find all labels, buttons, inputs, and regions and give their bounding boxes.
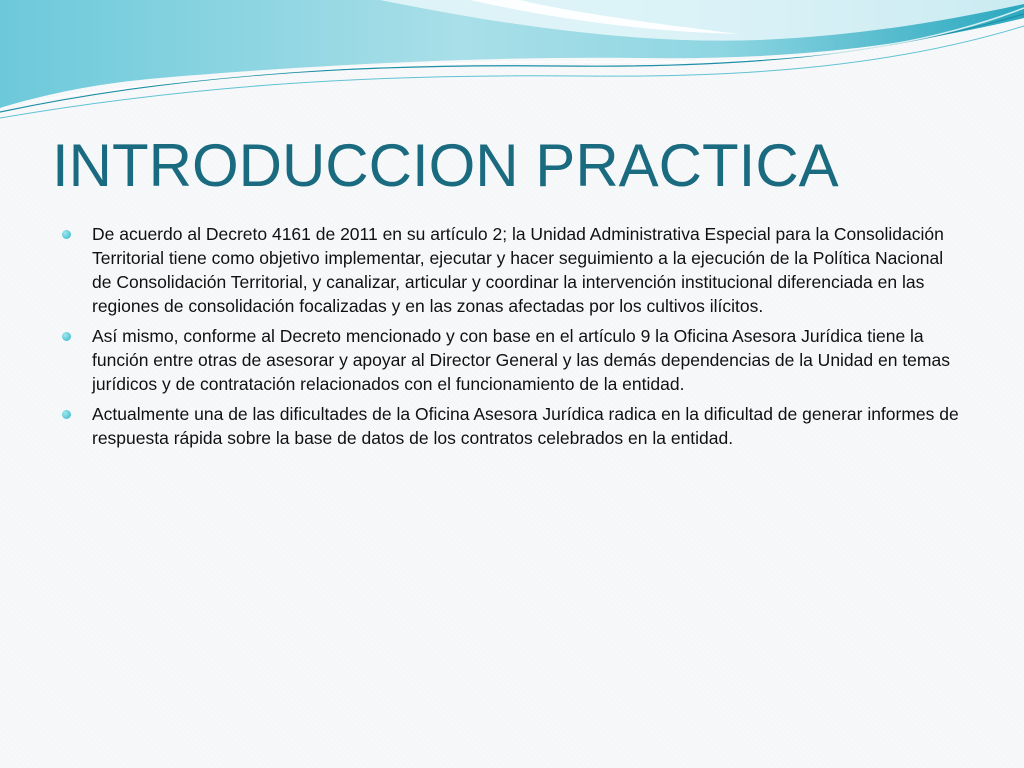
bullet-text: De acuerdo al Decreto 4161 de 2011 en su artículo 2; la Unidad Administrativa Especial para la Consolidación Territorial tiene como objetivo implementar, ejecutar y hacer seguimiento a la ejecución de la Política Nacional de Consolidación Territorial, y canalizar, articular y coordinar la intervención institucional diferenciada en las regiones de consolidación focalizadas y en las zonas afectadas por los cultivos ilícitos. xyxy=(92,224,944,316)
list-item xyxy=(60,402,960,450)
bullet-list xyxy=(60,222,960,456)
bullet-dot-icon xyxy=(62,230,71,239)
bullet-text: Actualmente una de las dificultades de la Oficina Asesora Jurídica radica en la dificultad de generar informes de respuesta rápida sobre la base de datos de los contratos celebrados en la entidad. xyxy=(92,404,959,448)
bullet-dot-icon xyxy=(62,410,71,419)
bullet-dot-icon xyxy=(62,332,71,341)
slide-title: INTRODUCCION PRACTICA xyxy=(52,132,839,199)
list-item xyxy=(60,324,960,396)
header-wave-decoration xyxy=(0,0,1024,130)
bullet-text: Así mismo, conforme al Decreto mencionado y con base en el artículo 9 la Oficina Asesora Jurídica tiene la función entre otras de asesorar y apoyar al Director General y las demás dependencias de la Unidad en temas jurídicos y de contratación relacionados con el funcionamiento de la entidad. xyxy=(92,326,950,394)
list-item xyxy=(60,222,960,318)
